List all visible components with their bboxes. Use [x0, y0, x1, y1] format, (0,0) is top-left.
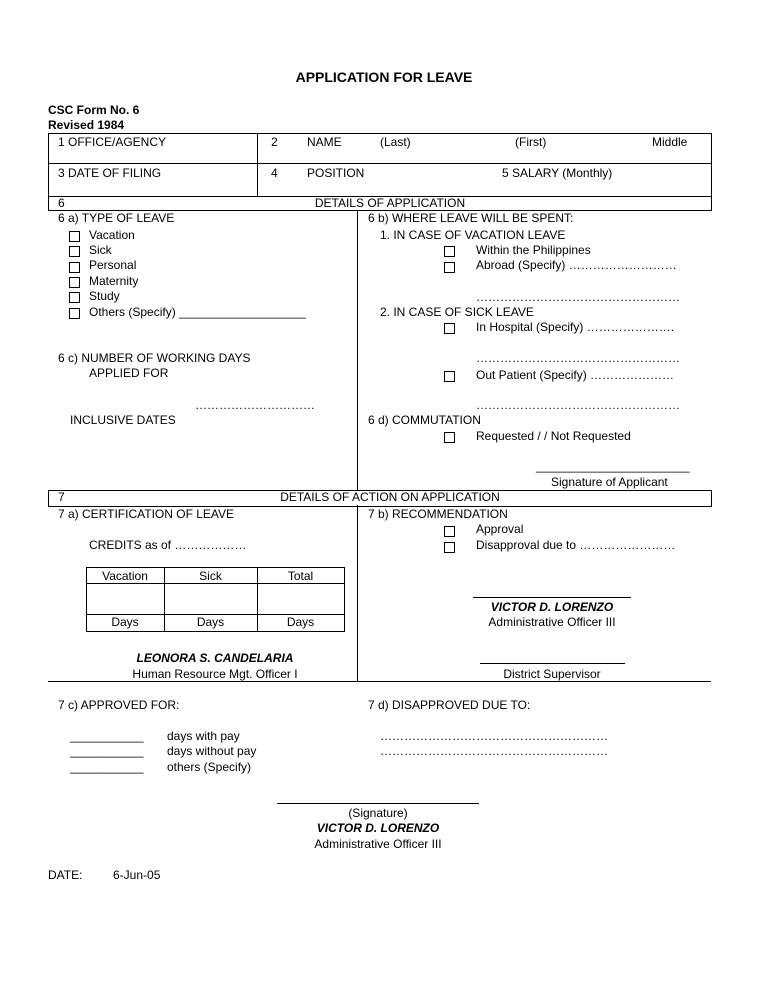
final-signature-line: [277, 803, 479, 804]
personal-checkbox[interactable]: [69, 262, 80, 273]
out-patient-label: Out Patient (Specify) …………………: [476, 368, 675, 382]
leave-type-vacation: Vacation: [89, 228, 135, 242]
in-hospital-label: In Hospital (Specify) ………………….: [476, 320, 675, 334]
applicant-signature-line: _______________________: [536, 459, 690, 473]
position-number: 4: [271, 166, 278, 180]
commutation-options: Requested / / Not Requested: [476, 429, 631, 443]
salary-label: 5 SALARY (Monthly): [502, 166, 613, 180]
form-revision: Revised 1984: [48, 118, 125, 132]
section7-number: 7: [58, 490, 65, 504]
abroad-label: Abroad (Specify) ………………………: [476, 258, 677, 272]
within-philippines-label: Within the Philippines: [476, 243, 591, 257]
position-label: POSITION: [307, 166, 365, 180]
study-checkbox[interactable]: [69, 292, 80, 303]
section7-col-divider: [357, 505, 358, 681]
header-col-divider: [257, 133, 258, 196]
sick-case-heading: 2. IN CASE OF SICK LEAVE: [380, 305, 534, 319]
others-checkbox[interactable]: [69, 308, 80, 319]
credits-header-vacation: Vacation: [102, 569, 148, 583]
leave-type-study: Study: [89, 289, 120, 303]
supervisor-signature-line: [480, 663, 625, 664]
days-with-pay-label: days with pay: [167, 729, 240, 743]
section6-col-divider: [357, 211, 358, 490]
certifier-title: Human Resource Mgt. Officer I: [132, 667, 298, 681]
sick-checkbox[interactable]: [69, 246, 80, 257]
disapproved-line-1: …………………………………………………: [380, 729, 608, 743]
approval-label: Approval: [476, 522, 524, 536]
leave-type-others: Others (Specify) ___________________: [89, 305, 306, 319]
leave-type-sick: Sick: [89, 243, 112, 257]
name-first-label: (First): [515, 135, 547, 149]
credits-header-sick: Sick: [199, 569, 222, 583]
credits-as-of: CREDITS as of ………………: [89, 538, 247, 552]
type-of-leave-heading: 6 a) TYPE OF LEAVE: [58, 211, 175, 225]
recommender-title: Administrative Officer III: [488, 615, 616, 629]
maternity-checkbox[interactable]: [69, 277, 80, 288]
date-value: 6-Jun-05: [113, 868, 161, 882]
out-patient-specify-line: ……………………………………………: [476, 398, 680, 412]
abroad-specify-line: ……………………………………………: [476, 290, 680, 304]
commutation-checkbox[interactable]: [444, 432, 455, 443]
working-days-line: …………………………: [195, 398, 315, 412]
final-signature-label: (Signature): [348, 806, 408, 820]
section7-bottom-rule: [48, 681, 711, 682]
within-philippines-checkbox[interactable]: [444, 246, 455, 257]
certification-heading: 7 a) CERTIFICATION OF LEAVE: [58, 507, 235, 521]
final-approver-title: Administrative Officer III: [314, 837, 442, 851]
credits-table-header-divider: [86, 583, 344, 584]
section7-title: DETAILS OF ACTION ON APPLICATION: [280, 490, 500, 504]
disapproval-label: Disapproval due to ……………………: [476, 538, 676, 552]
where-spent-heading: 6 b) WHERE LEAVE WILL BE SPENT:: [368, 211, 574, 225]
recommendation-heading: 7 b) RECOMMENDATION: [368, 507, 508, 521]
days-without-pay-label: days without pay: [167, 744, 257, 758]
abroad-checkbox[interactable]: [444, 262, 455, 273]
recommender-signature-line: [473, 597, 631, 598]
header-divider: [48, 163, 711, 164]
name-last-label: (Last): [380, 135, 411, 149]
name-middle-label: Middle: [652, 135, 688, 149]
date-label: DATE:: [48, 868, 83, 882]
name-label: NAME: [307, 135, 342, 149]
disapproved-line-2: …………………………………………………: [380, 744, 608, 758]
name-number: 2: [271, 135, 278, 149]
credits-unit-total: Days: [286, 615, 315, 629]
days-with-pay-blank: ___________: [70, 729, 144, 743]
credits-unit-vacation: Days: [111, 615, 139, 629]
hospital-specify-line: ……………………………………………: [476, 351, 680, 365]
applied-for-label: APPLIED FOR: [89, 366, 169, 380]
page-title: APPLICATION FOR LEAVE: [295, 69, 473, 85]
others-blank: ___________: [70, 760, 144, 774]
days-without-pay-blank: ___________: [70, 744, 144, 758]
vacation-checkbox[interactable]: [69, 231, 80, 242]
approved-for-heading: 7 c) APPROVED FOR:: [58, 698, 180, 712]
district-supervisor-label: District Supervisor: [503, 667, 601, 681]
section6-title: DETAILS OF APPLICATION: [314, 196, 466, 210]
working-days-heading: 6 c) NUMBER OF WORKING DAYS: [58, 351, 251, 365]
final-approver-name: VICTOR D. LORENZO: [316, 821, 440, 835]
inclusive-dates-label: INCLUSIVE DATES: [70, 413, 176, 427]
certifier-name: LEONORA S. CANDELARIA: [136, 651, 294, 665]
disapproval-checkbox[interactable]: [444, 542, 455, 553]
date-of-filing-label: 3 DATE OF FILING: [58, 166, 162, 180]
office-agency-label: 1 OFFICE/AGENCY: [58, 135, 167, 149]
leave-type-maternity: Maternity: [89, 274, 139, 288]
in-hospital-checkbox[interactable]: [444, 323, 455, 334]
recommender-name: VICTOR D. LORENZO: [490, 600, 614, 614]
credits-unit-sick: Days: [196, 615, 225, 629]
commutation-heading: 6 d) COMMUTATION: [368, 413, 481, 427]
approval-checkbox[interactable]: [444, 526, 455, 537]
credits-header-total: Total: [287, 569, 314, 583]
vacation-case-heading: 1. IN CASE OF VACATION LEAVE: [380, 228, 566, 242]
section6-number: 6: [58, 196, 65, 210]
out-patient-checkbox[interactable]: [444, 371, 455, 382]
others-specify-label: others (Specify): [167, 760, 252, 774]
form-number: CSC Form No. 6: [48, 103, 140, 117]
leave-type-personal: Personal: [89, 258, 137, 272]
disapproved-due-heading: 7 d) DISAPPROVED DUE TO:: [368, 698, 531, 712]
applicant-signature-label: Signature of Applicant: [551, 475, 668, 489]
